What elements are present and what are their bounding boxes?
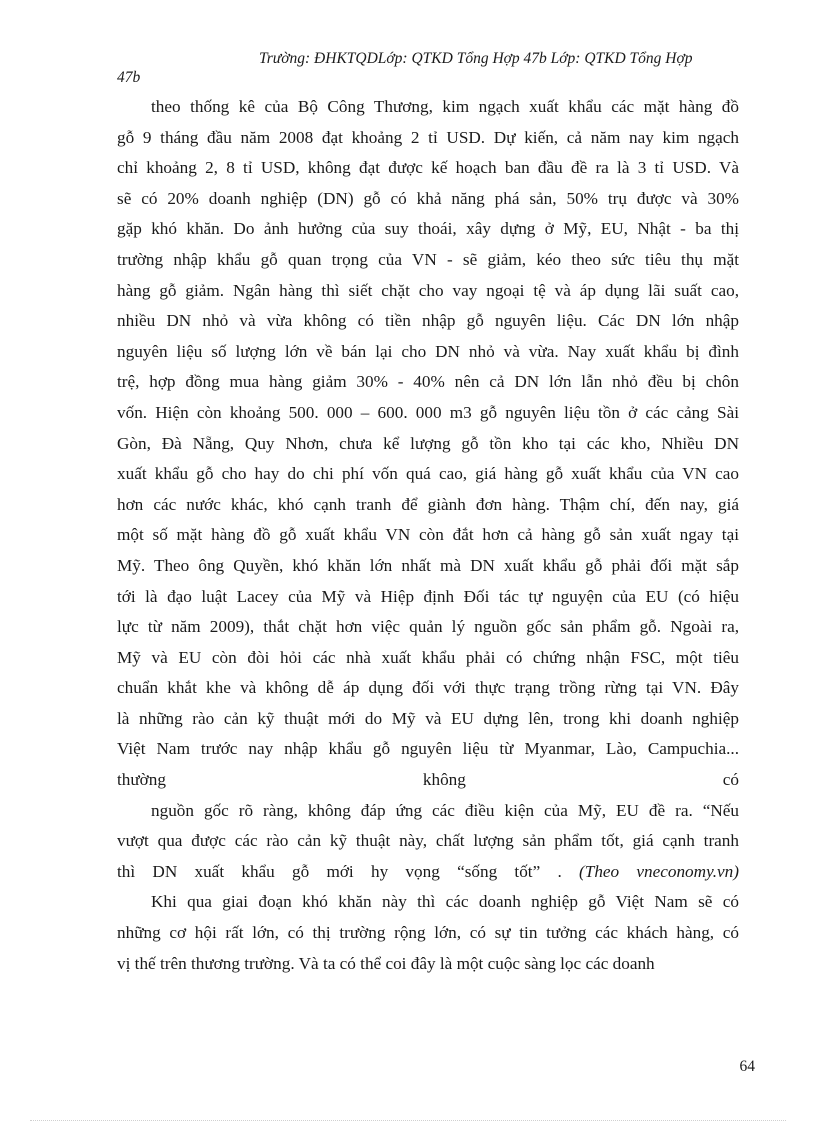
text-line: nguyên liệu số lượng lớn về bán lại cho DN nhỏ và vừa. Nay xuất khẩu bị đình (117, 341, 739, 361)
text-line: theo thống kê của Bộ Công Thương, kim ngạch xuất khẩu các mặt hàng đồ (151, 97, 739, 116)
text-line: hàng gỗ giảm. Ngân hàng thì siết chặt cho vay ngoại tệ và áp dụng lãi suất cao, (117, 280, 739, 300)
text-line: vốn. Hiện còn khoảng 500. 000 – 600. 000 m3 gỗ nguyên liệu tồn ở các cảng Sài (117, 402, 739, 422)
text-line: xuất khẩu gỗ cho hay do chi phí vốn quá cao, giá hàng gỗ xuất khẩu của VN cao (117, 464, 739, 484)
text-line: thường không có (117, 770, 739, 790)
text-line: Gòn, Đà Nẵng, Quy Nhơn, chưa kể lượng gỗ tồn kho tại các kho, Nhiều DN (117, 433, 739, 453)
text-line: là những rào cản kỹ thuật mới do Mỹ và EU dựng lên, trong khi doanh nghiệp (117, 708, 739, 728)
footer-divider (30, 1120, 786, 1121)
text-line: gỗ 9 tháng đầu năm 2008 đạt khoảng 2 tỉ USD. Dự kiến, cả năm nay kim ngạch (117, 127, 739, 147)
text-line: chỉ khoảng 2, 8 tỉ USD, không đạt được kế hoạch ban đầu đề ra là 3 tỉ USD. Và (117, 158, 739, 178)
text-line: Khi qua giai đoạn khó khăn này thì các doanh nghiệp gỗ Việt Nam sẽ có (151, 892, 739, 912)
text-line: Việt Nam trước nay nhập khẩu gỗ nguyên liệu từ Myanmar, Lào, Campuchia... (117, 739, 739, 759)
citation: (Theo vneconomy.vn) (579, 861, 739, 881)
text-line: gặp khó khăn. Do ảnh hưởng của suy thoái, xây dựng ở Mỹ, EU, Nhật - ba thị (117, 219, 739, 239)
text-line: tới là đạo luật Lacey của Mỹ và Hiệp định Đối tác tự nguyện của EU (có hiệu (117, 586, 739, 606)
page-header-continued: 47b (117, 69, 141, 86)
text-line: một số mặt hàng đồ gỗ xuất khẩu VN còn đắt hơn cả hàng gỗ sản xuất ngay tại (117, 525, 739, 545)
text-line: những cơ hội rất lớn, có thị trường rộng lớn, có sự tin tưởng các khách hàng, có (117, 923, 739, 943)
text-line: nhiều DN nhỏ và vừa không có tiền nhập gỗ nguyên liệu. Các DN lớn nhập (117, 311, 739, 331)
text-line: trường nhập khẩu gỗ quan trọng của VN - sẽ giảm, kéo theo sức tiêu thụ mặt (117, 249, 739, 269)
text-line: vượt qua được các rào cản kỹ thuật này, chất lượng sản phẩm tốt, giá cạnh tranh (117, 831, 739, 851)
text-line: Mỹ và EU còn đòi hỏi các nhà xuất khẩu phải có chứng nhận FSC, một tiêu (117, 647, 739, 667)
page-header: Trường: ĐHKTQDLớp: QTKD Tổng Hợp 47b Lớp: QTKD Tổng Hợp (259, 50, 693, 67)
page-number: 64 (739, 1058, 755, 1075)
text-line-with-citation (117, 857, 739, 888)
text-line: vị thế trên thương trường. Và ta có thể coi đây là một cuộc sàng lọc các doanh (117, 953, 655, 973)
text-line: chuẩn khắt khe và không dễ áp dụng đối với thực trạng trồng rừng tại VN. Đây (117, 678, 739, 698)
text-line-content: thì DN xuất khẩu gỗ mới hy vọng “sống tốt” . (117, 861, 562, 881)
body-text (117, 92, 739, 979)
text-line: trệ, hợp đồng mua hàng giảm 30% - 40% nên cả DN lớn lẫn nhỏ đều bị chôn (117, 372, 739, 392)
text-line: lực từ năm 2009), thắt chặt hơn việc quản lý nguồn gốc sản phẩm gỗ. Ngoài ra, (117, 617, 739, 637)
text-line: Mỹ. Theo ông Quyền, khó khăn lớn nhất mà DN xuất khẩu gỗ phải đối mặt sắp (117, 555, 739, 575)
text-line: sẽ có 20% doanh nghiệp (DN) gỗ có khả năng phá sản, 50% trụ được và 30% (117, 188, 739, 208)
text-line: hơn các nước khác, khó cạnh tranh để giành đơn hàng. Thậm chí, đến nay, giá (117, 494, 739, 514)
text-line: nguồn gốc rõ ràng, không đáp ứng các điều kiện của Mỹ, EU đề ra. “Nếu (151, 800, 739, 820)
